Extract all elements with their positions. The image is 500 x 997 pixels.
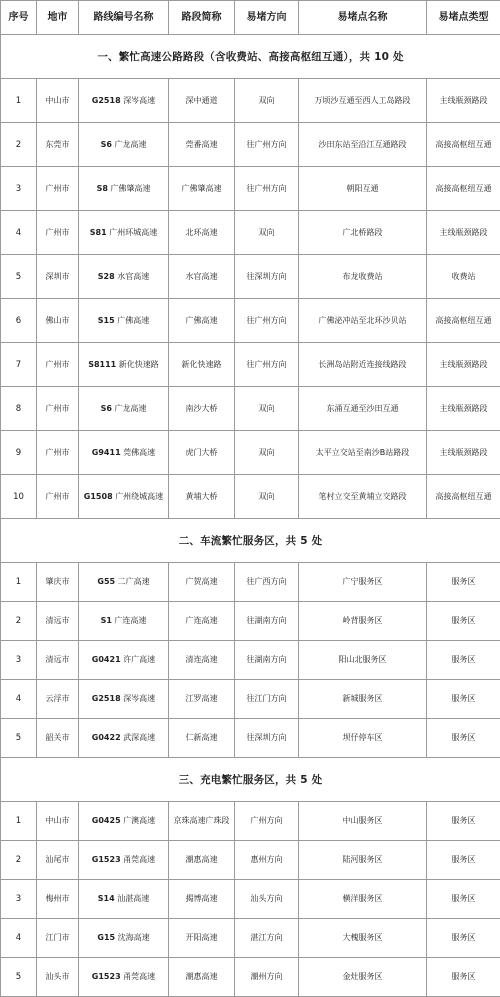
cell-route: [79, 167, 169, 211]
cell-route: [79, 680, 169, 719]
cell-direction: 往深圳方向: [235, 255, 299, 299]
route-name: 广龙高速: [114, 404, 146, 413]
cell-no: 2: [1, 123, 37, 167]
cell-no: 2: [1, 841, 37, 880]
cell-no: 5: [1, 255, 37, 299]
cell-no: 5: [1, 958, 37, 997]
route-name: 莞佛高速: [123, 448, 155, 457]
route-name: 广澳高速: [123, 816, 155, 825]
route-code: S28: [98, 272, 115, 281]
cell-route: [79, 641, 169, 680]
header-city: 地市: [37, 1, 79, 35]
cell-city: 东莞市: [37, 123, 79, 167]
route-code: G1523: [92, 972, 121, 981]
route-name: 广州绕城高速: [115, 492, 163, 501]
cell-no: 9: [1, 431, 37, 475]
cell-direction: 汕头方向: [235, 880, 299, 919]
cell-short-name: 潮惠高速: [169, 958, 235, 997]
header-route: 路线编号名称: [79, 1, 169, 35]
section-row: [1, 519, 500, 563]
cell-short-name: 开阳高速: [169, 919, 235, 958]
route-code: G55: [97, 577, 115, 586]
cell-short-name: 深中通道: [169, 79, 235, 123]
cell-no: 2: [1, 602, 37, 641]
cell-no: 8: [1, 387, 37, 431]
cell-short-name: 京珠高速广珠段: [169, 802, 235, 841]
cell-point-type: 服务区: [427, 802, 500, 841]
cell-route: [79, 211, 169, 255]
route-code: G9411: [92, 448, 121, 457]
route-name: 新化快速路: [119, 360, 159, 369]
table-row: [1, 79, 500, 123]
table-row: [1, 343, 500, 387]
cell-point-type: 主线瓶颈路段: [427, 79, 500, 123]
table-row: [1, 563, 500, 602]
cell-city: 江门市: [37, 919, 79, 958]
section-title: 三、充电繁忙服务区，共 5 处: [1, 758, 500, 802]
cell-direction: 双向: [235, 475, 299, 519]
cell-city: 广州市: [37, 431, 79, 475]
cell-point-name: 笔村立交至黄埔立交路段: [299, 475, 427, 519]
table-row: [1, 641, 500, 680]
cell-no: 10: [1, 475, 37, 519]
section-title: 一、繁忙高速公路路段（含收费站、高接高枢纽互通），共 10 处: [1, 35, 500, 79]
route-name: 深岑高速: [123, 694, 155, 703]
cell-city: 汕尾市: [37, 841, 79, 880]
cell-point-type: 服务区: [427, 602, 500, 641]
cell-no: 4: [1, 680, 37, 719]
cell-short-name: 清连高速: [169, 641, 235, 680]
route-name: 甬莞高速: [123, 972, 155, 981]
cell-direction: 往广州方向: [235, 167, 299, 211]
cell-direction: 往江门方向: [235, 680, 299, 719]
cell-route: [79, 919, 169, 958]
cell-route: [79, 255, 169, 299]
table-row: [1, 841, 500, 880]
cell-point-name: 坝仔停车区: [299, 719, 427, 758]
cell-point-name: 东涌互通至沙田互通: [299, 387, 427, 431]
route-name: 武深高速: [123, 733, 155, 742]
header-row: [1, 1, 500, 35]
cell-city: 广州市: [37, 211, 79, 255]
cell-point-name: 长洲岛站附近连接线路段: [299, 343, 427, 387]
table-row: [1, 919, 500, 958]
cell-point-type: 服务区: [427, 880, 500, 919]
cell-no: 6: [1, 299, 37, 343]
cell-route: [79, 343, 169, 387]
cell-short-name: 仁新高速: [169, 719, 235, 758]
route-code: S6: [101, 140, 112, 149]
cell-direction: 往湖南方向: [235, 602, 299, 641]
route-name: 沈海高速: [118, 933, 150, 942]
cell-route: [79, 387, 169, 431]
route-name: 广连高速: [114, 616, 146, 625]
cell-point-name: 阳山北服务区: [299, 641, 427, 680]
cell-direction: 双向: [235, 431, 299, 475]
route-code: S14: [98, 894, 115, 903]
cell-city: 佛山市: [37, 299, 79, 343]
cell-no: 7: [1, 343, 37, 387]
cell-point-name: 新城服务区: [299, 680, 427, 719]
cell-city: 深圳市: [37, 255, 79, 299]
cell-point-name: 金灶服务区: [299, 958, 427, 997]
route-code: S8: [97, 184, 108, 193]
cell-short-name: 南沙大桥: [169, 387, 235, 431]
cell-short-name: 揭博高速: [169, 880, 235, 919]
header-direction: 易堵方向: [235, 1, 299, 35]
table-row: [1, 602, 500, 641]
cell-short-name: 广佛肇高速: [169, 167, 235, 211]
cell-route: [79, 123, 169, 167]
cell-point-type: 主线瓶颈路段: [427, 343, 500, 387]
cell-city: 中山市: [37, 79, 79, 123]
table-row: [1, 255, 500, 299]
route-code: S8111: [88, 360, 116, 369]
route-code: G2518: [92, 694, 121, 703]
table-row: [1, 299, 500, 343]
cell-city: 韶关市: [37, 719, 79, 758]
cell-point-name: 大槐服务区: [299, 919, 427, 958]
cell-point-name: 陆河服务区: [299, 841, 427, 880]
header-point-type: 易堵点类型: [427, 1, 500, 35]
cell-route: [79, 880, 169, 919]
cell-no: 5: [1, 719, 37, 758]
cell-direction: 双向: [235, 79, 299, 123]
cell-point-name: 中山服务区: [299, 802, 427, 841]
cell-direction: 往广西方向: [235, 563, 299, 602]
cell-direction: 往广州方向: [235, 123, 299, 167]
route-code: S6: [101, 404, 112, 413]
cell-city: 梅州市: [37, 880, 79, 919]
cell-city: 广州市: [37, 475, 79, 519]
route-code: G1508: [84, 492, 113, 501]
cell-route: [79, 431, 169, 475]
cell-direction: 湛江方向: [235, 919, 299, 958]
route-code: G0425: [92, 816, 121, 825]
header-point-name: 易堵点名称: [299, 1, 427, 35]
route-code: S15: [98, 316, 115, 325]
cell-route: [79, 802, 169, 841]
route-name: 广佛高速: [117, 316, 149, 325]
route-name: 许广高速: [123, 655, 155, 664]
cell-short-name: 新化快速路: [169, 343, 235, 387]
cell-city: 云浮市: [37, 680, 79, 719]
table-row: [1, 431, 500, 475]
cell-point-name: 横洋服务区: [299, 880, 427, 919]
route-name: 二广高速: [118, 577, 150, 586]
cell-point-name: 布龙收费站: [299, 255, 427, 299]
section-row: [1, 758, 500, 802]
route-name: 广佛肇高速: [110, 184, 150, 193]
cell-route: [79, 79, 169, 123]
table-row: [1, 802, 500, 841]
cell-no: 1: [1, 802, 37, 841]
cell-point-name: 广佛泌冲站至北环沙贝站: [299, 299, 427, 343]
cell-point-name: 广北桥路段: [299, 211, 427, 255]
cell-short-name: 广佛高速: [169, 299, 235, 343]
cell-point-name: 万顷沙互通至西人工岛路段: [299, 79, 427, 123]
route-code: G1523: [92, 855, 121, 864]
cell-direction: 往深圳方向: [235, 719, 299, 758]
cell-no: 3: [1, 167, 37, 211]
cell-city: 广州市: [37, 167, 79, 211]
table-row: [1, 167, 500, 211]
cell-point-type: 高接高枢纽互通: [427, 475, 500, 519]
cell-direction: 往广州方向: [235, 343, 299, 387]
route-name: 广龙高速: [114, 140, 146, 149]
route-code: G2518: [92, 96, 121, 105]
table-row: [1, 123, 500, 167]
table-row: [1, 387, 500, 431]
cell-route: [79, 841, 169, 880]
cell-route: [79, 958, 169, 997]
cell-no: 3: [1, 880, 37, 919]
cell-point-type: 服务区: [427, 841, 500, 880]
cell-direction: 潮州方向: [235, 958, 299, 997]
route-code: G15: [97, 933, 115, 942]
cell-point-name: 沙田东站至沿江互通路段: [299, 123, 427, 167]
table-row: [1, 475, 500, 519]
cell-direction: 往湖南方向: [235, 641, 299, 680]
cell-point-type: 主线瓶颈路段: [427, 211, 500, 255]
cell-city: 汕头市: [37, 958, 79, 997]
section-row: [1, 35, 500, 79]
route-name: 甬莞高速: [123, 855, 155, 864]
cell-short-name: 广贺高速: [169, 563, 235, 602]
cell-point-type: 服务区: [427, 680, 500, 719]
cell-point-type: 服务区: [427, 563, 500, 602]
cell-point-type: 主线瓶颈路段: [427, 431, 500, 475]
cell-route: [79, 563, 169, 602]
route-name: 水官高速: [117, 272, 149, 281]
cell-point-type: 服务区: [427, 719, 500, 758]
cell-route: [79, 719, 169, 758]
cell-point-type: 服务区: [427, 958, 500, 997]
cell-no: 1: [1, 563, 37, 602]
cell-no: 4: [1, 919, 37, 958]
cell-point-type: 高接高枢纽互通: [427, 167, 500, 211]
cell-point-type: 高接高枢纽互通: [427, 299, 500, 343]
route-name: 广州环城高速: [109, 228, 157, 237]
cell-route: [79, 475, 169, 519]
cell-point-name: 朝阳互通: [299, 167, 427, 211]
cell-city: 中山市: [37, 802, 79, 841]
section-title: 二、车流繁忙服务区，共 5 处: [1, 519, 500, 563]
cell-route: [79, 602, 169, 641]
table-row: [1, 719, 500, 758]
cell-direction: 往广州方向: [235, 299, 299, 343]
cell-direction: 广州方向: [235, 802, 299, 841]
cell-direction: 双向: [235, 387, 299, 431]
cell-point-type: 高接高枢纽互通: [427, 123, 500, 167]
cell-direction: 惠州方向: [235, 841, 299, 880]
route-code: S81: [90, 228, 107, 237]
table-row: [1, 958, 500, 997]
cell-route: [79, 299, 169, 343]
cell-short-name: 水官高速: [169, 255, 235, 299]
cell-short-name: 广连高速: [169, 602, 235, 641]
cell-city: 广州市: [37, 387, 79, 431]
cell-point-name: 广宁服务区: [299, 563, 427, 602]
cell-no: 4: [1, 211, 37, 255]
route-name: 深岑高速: [123, 96, 155, 105]
route-name: 汕湛高速: [117, 894, 149, 903]
cell-city: 清远市: [37, 641, 79, 680]
cell-city: 肇庆市: [37, 563, 79, 602]
cell-city: 广州市: [37, 343, 79, 387]
cell-short-name: 莞番高速: [169, 123, 235, 167]
header-short-name: 路段简称: [169, 1, 235, 35]
cell-city: 清远市: [37, 602, 79, 641]
table-row: [1, 880, 500, 919]
route-code: G0422: [92, 733, 121, 742]
cell-point-type: 服务区: [427, 641, 500, 680]
cell-no: 3: [1, 641, 37, 680]
cell-point-type: 服务区: [427, 919, 500, 958]
cell-short-name: 虎门大桥: [169, 431, 235, 475]
cell-short-name: 黄埔大桥: [169, 475, 235, 519]
cell-point-type: 主线瓶颈路段: [427, 387, 500, 431]
cell-point-name: 岭背服务区: [299, 602, 427, 641]
cell-short-name: 北环高速: [169, 211, 235, 255]
cell-no: 1: [1, 79, 37, 123]
route-code: G0421: [92, 655, 121, 664]
cell-short-name: 江罗高速: [169, 680, 235, 719]
table-row: [1, 680, 500, 719]
header-no: 序号: [1, 1, 37, 35]
cell-short-name: 潮惠高速: [169, 841, 235, 880]
cell-point-type: 收费站: [427, 255, 500, 299]
route-code: S1: [101, 616, 112, 625]
cell-direction: 双向: [235, 211, 299, 255]
table-row: [1, 211, 500, 255]
cell-point-name: 太平立交站至南沙B站路段: [299, 431, 427, 475]
